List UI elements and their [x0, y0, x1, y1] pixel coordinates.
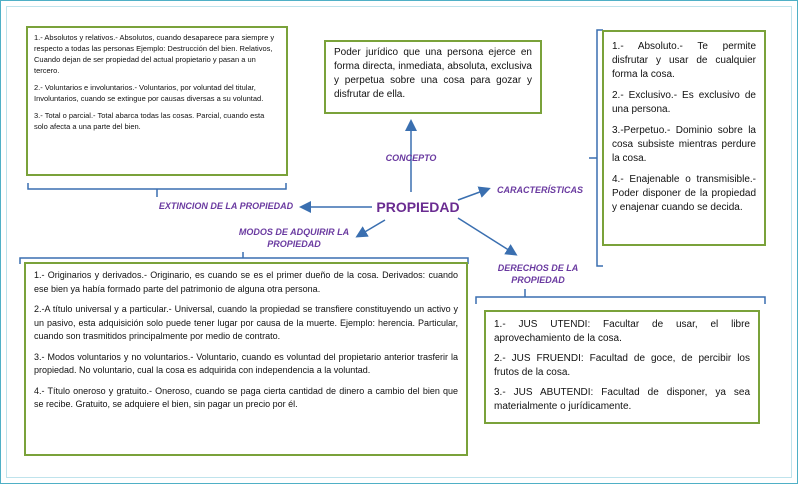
- derechos-box: [484, 310, 760, 424]
- label-concepto: CONCEPTO: [385, 153, 437, 163]
- caracteristicas-box: [602, 30, 766, 246]
- modos-item-4: 4.- Título oneroso y gratuito.- Oneroso, cuando se paga cierta cantidad de dinero a cambio del bien que se recibe. Gratuito, se adquiere el bien, sin pagar un precio por él.: [34, 385, 458, 409]
- modos-box: [24, 262, 468, 456]
- derechos-item-3: 3.- JUS ABUTENDI: Facultad de disponer, ya sea materialmente o jurídicamente.: [494, 387, 750, 412]
- concepto-box: [324, 40, 542, 114]
- arrow-caracteristicas: [458, 189, 488, 200]
- extincion-item-2: 2.- Voluntarios e involuntarios.- Voluntarios, por voluntad del titular, Involuntarios, cuando se extingue por causas diversas a su voluntad.: [34, 83, 264, 103]
- extincion-bracket: [28, 183, 286, 197]
- modos-item-2: 2.-A título universal y a particular.- Universal, cuando la propiedad se transfiere constituyendo un activo y un pasivo, esta adquisición solo puede tener lugar por causa de la muerte. Ejemplo: herencia. Particular, cuando son trasmitidos principalmente por medio de contrato.: [34, 304, 458, 341]
- modos-item-3: 3.- Modos voluntarios y no voluntarios.- Voluntario, cuando es voluntad del propietario anterior trasferir la propiedad. No voluntario, cual la cosa es adquirida con independencia a la voluntad.: [34, 351, 458, 375]
- extincion-item-3: 3.- Total o parcial.- Total abarca todas las cosas. Parcial, cuando esta solo afecta a una parte del bien.: [34, 111, 265, 131]
- label-derechos: DERECHOS DE LA PROPIEDAD: [497, 263, 579, 285]
- derechos-bracket: [476, 289, 765, 304]
- label-extincion: EXTINCION DE LA PROPIEDAD: [158, 201, 294, 211]
- caracteristicas-item-4: 4.- Enajenable o transmisible.- Poder disponer de la propiedad y enajenar cuando se decida.: [612, 174, 756, 213]
- caracteristicas-item-1: 1.- Absoluto.- Te permite disfrutar y usar de cualquier forma la cosa.: [612, 41, 756, 80]
- center-node-title: PROPIEDAD: [376, 199, 460, 215]
- arrow-modos: [358, 220, 385, 236]
- extincion-item-1: 1.- Absolutos y relativos.- Absolutos, cuando desaparece para siempre y respecto a todas las personas Ejemplo: Destrucción del bien. Relativos, Cuando dejan de ser propiedad del actual propietario y pasan a un tercero.: [34, 33, 275, 75]
- arrow-derechos: [458, 218, 515, 254]
- extincion-box: [26, 26, 288, 176]
- derechos-item-1: 1.- JUS UTENDI: Facultar de usar, el libre aprovechamiento de la cosa.: [494, 319, 750, 344]
- modos-item-1: 1.- Originarios y derivados.- Originario, es cuando se es el primer dueño de la cosa. Derivados: cuando ese bien ya había formado parte del patrimonio de alguna otra persona.: [34, 270, 458, 294]
- concepto-text: Poder jurídico que una persona ejerce en forma directa, inmediata, absoluta, exclusiva y perpetua sobre una cosa para gozar y disfrutar de ella.: [334, 47, 532, 100]
- caracteristicas-item-2: 2.- Exclusivo.- Es exclusivo de una persona.: [612, 90, 756, 115]
- caracteristicas-bracket: [589, 30, 603, 266]
- caracteristicas-item-3: 3.-Perpetuo.- Dominio sobre la cosa subsiste mientras perdure la cosa.: [612, 125, 756, 164]
- label-modos: MODOS DE ADQUIRIR LA PROPIEDAD: [238, 227, 350, 249]
- label-caracteristicas: CARACTERÍSTICAS: [496, 185, 583, 195]
- derechos-item-2: 2.- JUS FRUENDI: Facultad de goce, de percibir los frutos de la cosa.: [494, 353, 750, 378]
